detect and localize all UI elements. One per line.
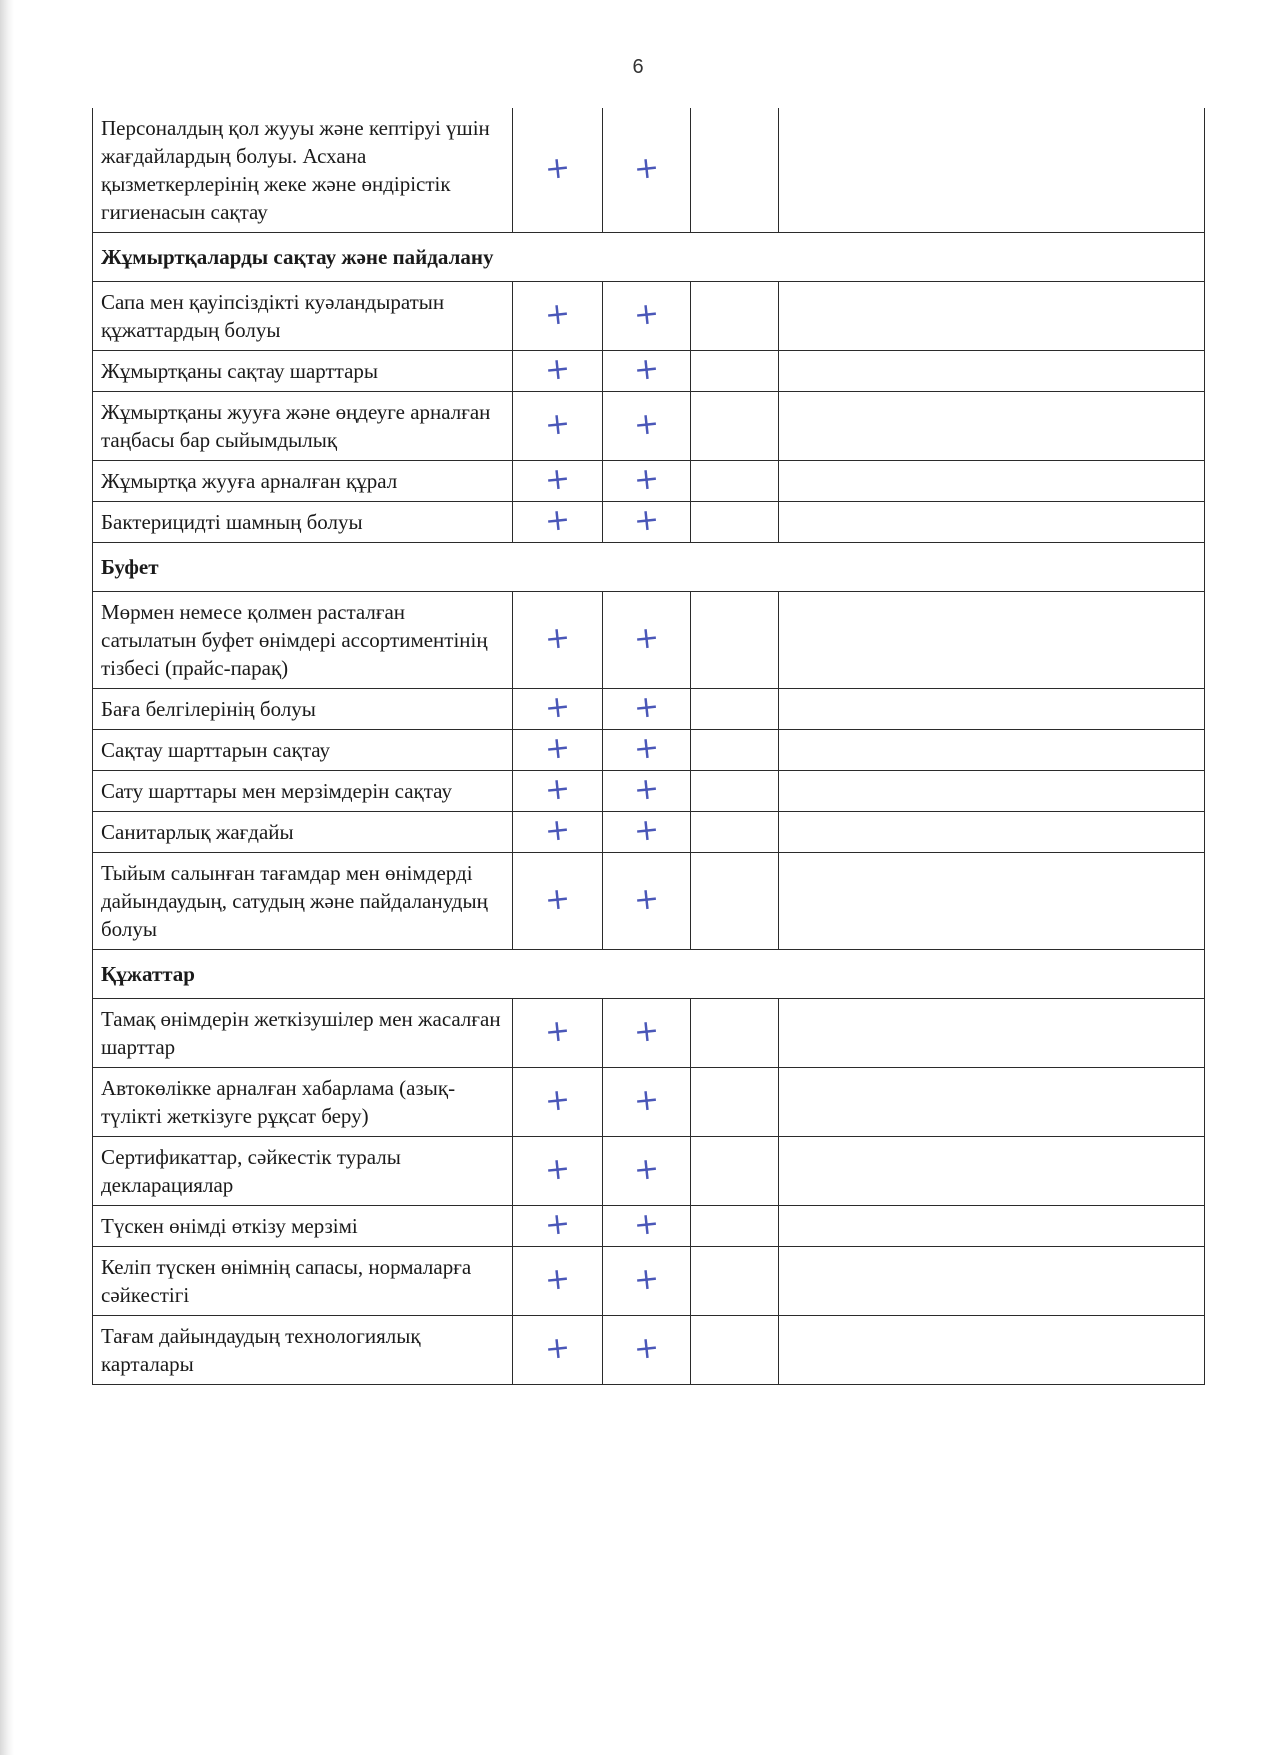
criterion-text: Персоналдың қол жууы және кептіруі үшін жағдайлардың болуы. Асхана қызметкерлерінің жеке және өндірістік гигиенасын сақтау <box>93 108 513 233</box>
handwritten-plus-mark: + <box>632 688 661 727</box>
mark-cell <box>603 689 691 730</box>
checklist-row <box>93 1137 1205 1206</box>
handwritten-plus-mark: + <box>543 295 572 334</box>
mark-cell <box>603 1137 691 1206</box>
empty-cell <box>691 771 779 812</box>
handwritten-plus-mark: + <box>632 729 661 768</box>
mark-cell <box>513 1137 603 1206</box>
handwritten-plus-mark: + <box>632 1329 661 1368</box>
handwritten-plus-mark: + <box>632 1205 661 1244</box>
empty-cell <box>691 730 779 771</box>
mark-cell <box>603 108 691 233</box>
handwritten-plus-mark: + <box>543 149 572 188</box>
handwritten-plus-mark: + <box>543 770 572 809</box>
checklist-row <box>93 999 1205 1068</box>
section-title: Құжаттар <box>93 950 1205 999</box>
notes-cell <box>779 108 1205 233</box>
notes-cell <box>779 502 1205 543</box>
handwritten-plus-mark: + <box>543 1205 572 1244</box>
handwritten-plus-mark: + <box>632 460 661 499</box>
empty-cell <box>691 853 779 950</box>
handwritten-plus-mark: + <box>632 149 661 188</box>
handwritten-plus-mark: + <box>543 1150 572 1189</box>
handwritten-plus-mark: + <box>543 619 572 658</box>
checklist-row <box>93 108 1205 233</box>
checklist-row <box>93 730 1205 771</box>
checklist-row <box>93 461 1205 502</box>
empty-cell <box>691 689 779 730</box>
empty-cell <box>691 1247 779 1316</box>
empty-cell <box>691 812 779 853</box>
handwritten-plus-mark: + <box>632 1150 661 1189</box>
checklist-row <box>93 1316 1205 1385</box>
checklist-row <box>93 853 1205 950</box>
criterion-text: Тағам дайындаудың технологиялық карталары <box>93 1316 513 1385</box>
checklist-table <box>92 108 1205 1385</box>
checklist-row <box>93 812 1205 853</box>
scan-edge-shadow <box>0 0 14 1755</box>
notes-cell <box>779 461 1205 502</box>
notes-cell <box>779 999 1205 1068</box>
checklist-row <box>93 351 1205 392</box>
checklist-body <box>93 108 1205 1385</box>
handwritten-plus-mark: + <box>543 1012 572 1051</box>
notes-cell <box>779 1247 1205 1316</box>
mark-cell <box>513 108 603 233</box>
handwritten-plus-mark: + <box>543 1081 572 1120</box>
empty-cell <box>691 282 779 351</box>
section-title: Жұмыртқаларды сақтау және пайдалану <box>93 233 1205 282</box>
empty-cell <box>691 502 779 543</box>
notes-cell <box>779 1137 1205 1206</box>
mark-cell <box>603 282 691 351</box>
handwritten-plus-mark: + <box>632 1260 661 1299</box>
handwritten-plus-mark: + <box>543 350 572 389</box>
notes-cell <box>779 812 1205 853</box>
mark-cell <box>603 1247 691 1316</box>
empty-cell <box>691 1206 779 1247</box>
mark-cell <box>603 502 691 543</box>
notes-cell <box>779 771 1205 812</box>
criterion-text: Санитарлық жағдайы <box>93 812 513 853</box>
mark-cell <box>513 730 603 771</box>
mark-cell <box>603 461 691 502</box>
handwritten-plus-mark: + <box>632 880 661 919</box>
criterion-text: Тыйым салынған тағамдар мен өнімдерді дайындаудың, сатудың және пайдаланудың болуы <box>93 853 513 950</box>
notes-cell <box>779 392 1205 461</box>
checklist-row <box>93 771 1205 812</box>
handwritten-plus-mark: + <box>632 619 661 658</box>
notes-cell <box>779 1206 1205 1247</box>
mark-cell <box>513 502 603 543</box>
mark-cell <box>603 392 691 461</box>
checklist-row <box>93 282 1205 351</box>
empty-cell <box>691 1068 779 1137</box>
section-header-row <box>93 543 1205 592</box>
criterion-text: Жұмыртқаны жууға және өңдеуге арналған таңбасы бар сыйымдылық <box>93 392 513 461</box>
criterion-text: Сақтау шарттарын сақтау <box>93 730 513 771</box>
mark-cell <box>513 1206 603 1247</box>
handwritten-plus-mark: + <box>632 811 661 850</box>
checklist-row <box>93 1247 1205 1316</box>
section-header-row <box>93 233 1205 282</box>
mark-cell <box>513 1068 603 1137</box>
criterion-text: Сапа мен қауіпсіздікті куәландыратын құжаттардың болуы <box>93 282 513 351</box>
handwritten-plus-mark: + <box>632 1081 661 1120</box>
notes-cell <box>779 282 1205 351</box>
mark-cell <box>513 1247 603 1316</box>
empty-cell <box>691 1316 779 1385</box>
empty-cell <box>691 592 779 689</box>
mark-cell <box>513 392 603 461</box>
mark-cell <box>513 592 603 689</box>
criterion-text: Автокөлікке арналған хабарлама (азық-түлікті жеткізуге рұқсат беру) <box>93 1068 513 1137</box>
notes-cell <box>779 689 1205 730</box>
mark-cell <box>603 592 691 689</box>
criterion-text: Жұмыртқаны сақтау шарттары <box>93 351 513 392</box>
checklist-row <box>93 1068 1205 1137</box>
criterion-text: Сертификаттар, сәйкестік туралы декларациялар <box>93 1137 513 1206</box>
mark-cell <box>513 771 603 812</box>
criterion-text: Баға белгілерінің болуы <box>93 689 513 730</box>
mark-cell <box>603 1068 691 1137</box>
handwritten-plus-mark: + <box>632 1012 661 1051</box>
checklist-row <box>93 392 1205 461</box>
handwritten-plus-mark: + <box>543 405 572 444</box>
notes-cell <box>779 730 1205 771</box>
mark-cell <box>513 853 603 950</box>
mark-cell <box>513 282 603 351</box>
mark-cell <box>603 730 691 771</box>
checklist-row <box>93 689 1205 730</box>
handwritten-plus-mark: + <box>632 350 661 389</box>
handwritten-plus-mark: + <box>543 811 572 850</box>
page-number: 6 <box>632 56 644 78</box>
mark-cell <box>513 461 603 502</box>
handwritten-plus-mark: + <box>543 880 572 919</box>
section-title: Буфет <box>93 543 1205 592</box>
mark-cell <box>603 1206 691 1247</box>
criterion-text: Мөрмен немесе қолмен расталған сатылатын буфет өнімдері ассортиментінің тізбесі (прайс-парақ) <box>93 592 513 689</box>
empty-cell <box>691 999 779 1068</box>
checklist-row <box>93 502 1205 543</box>
criterion-text: Келіп түскен өнімнің сапасы, нормаларға сәйкестігі <box>93 1247 513 1316</box>
criterion-text: Сату шарттары мен мерзімдерін сақтау <box>93 771 513 812</box>
handwritten-plus-mark: + <box>632 295 661 334</box>
checklist-row <box>93 1206 1205 1247</box>
mark-cell <box>603 812 691 853</box>
mark-cell <box>513 351 603 392</box>
handwritten-plus-mark: + <box>632 405 661 444</box>
checklist-row <box>93 592 1205 689</box>
mark-cell <box>603 771 691 812</box>
handwritten-plus-mark: + <box>543 729 572 768</box>
empty-cell <box>691 461 779 502</box>
handwritten-plus-mark: + <box>543 1329 572 1368</box>
mark-cell <box>603 351 691 392</box>
notes-cell <box>779 351 1205 392</box>
empty-cell <box>691 1137 779 1206</box>
handwritten-plus-mark: + <box>543 501 572 540</box>
notes-cell <box>779 1068 1205 1137</box>
mark-cell <box>603 999 691 1068</box>
criterion-text: Бактерицидті шамның болуы <box>93 502 513 543</box>
handwritten-plus-mark: + <box>632 770 661 809</box>
notes-cell <box>779 1316 1205 1385</box>
empty-cell <box>691 392 779 461</box>
mark-cell <box>513 999 603 1068</box>
section-header-row <box>93 950 1205 999</box>
criterion-text: Тамақ өнімдерін жеткізушілер мен жасалған шарттар <box>93 999 513 1068</box>
notes-cell <box>779 592 1205 689</box>
notes-cell <box>779 853 1205 950</box>
empty-cell <box>691 351 779 392</box>
mark-cell <box>513 812 603 853</box>
handwritten-plus-mark: + <box>543 688 572 727</box>
mark-cell <box>513 1316 603 1385</box>
criterion-text: Жұмыртқа жууға арналған құрал <box>93 461 513 502</box>
handwritten-plus-mark: + <box>543 1260 572 1299</box>
mark-cell <box>603 853 691 950</box>
mark-cell <box>513 689 603 730</box>
mark-cell <box>603 1316 691 1385</box>
handwritten-plus-mark: + <box>632 501 661 540</box>
criterion-text: Түскен өнімді өткізу мерзімі <box>93 1206 513 1247</box>
handwritten-plus-mark: + <box>543 460 572 499</box>
empty-cell <box>691 108 779 233</box>
